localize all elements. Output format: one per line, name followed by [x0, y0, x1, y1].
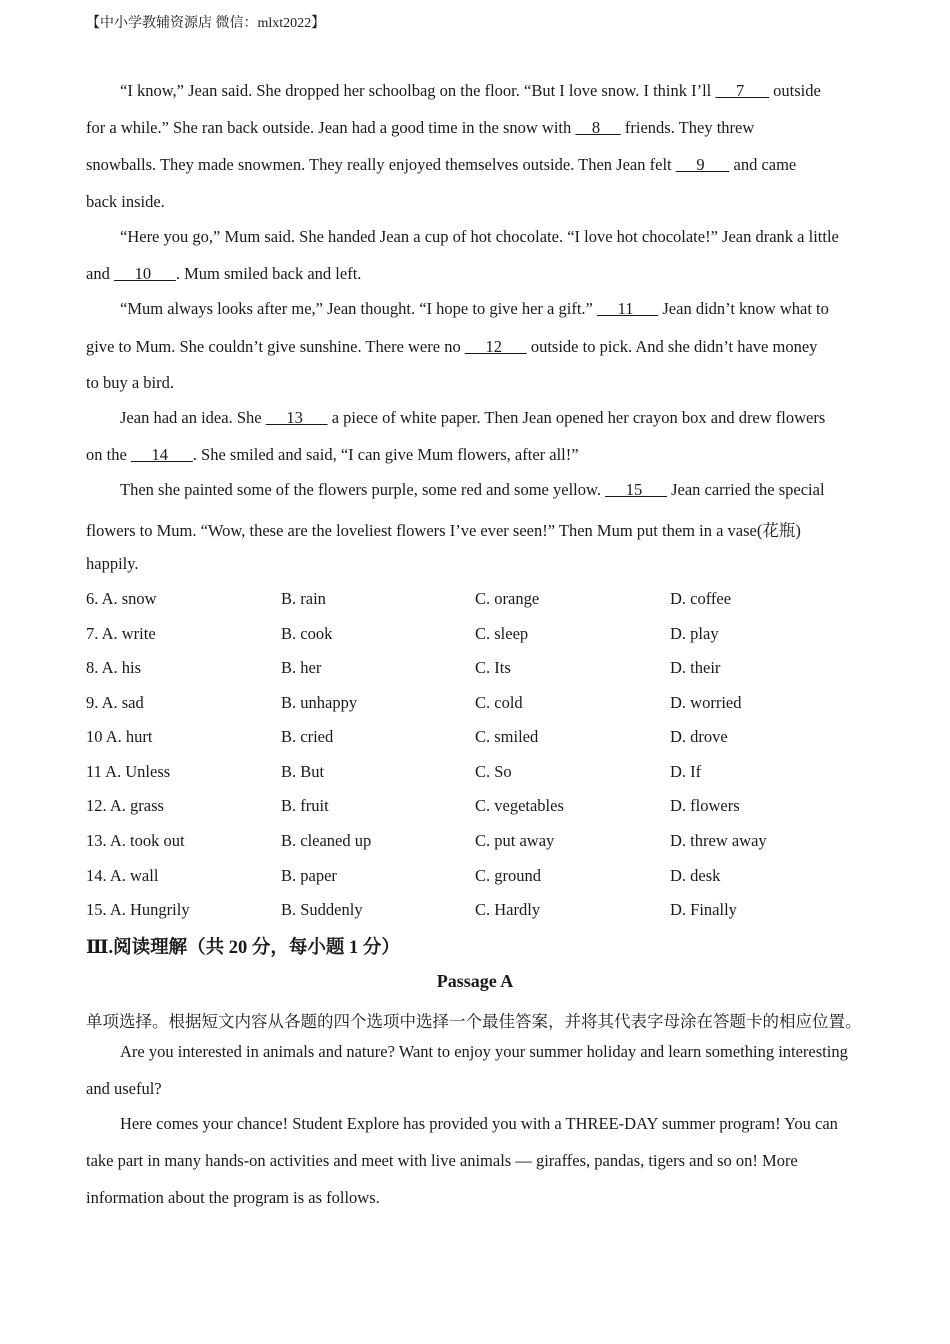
option-d: D. threw away [670, 831, 767, 850]
answer-blank: 11 [596, 299, 659, 318]
option-d: D. drove [670, 727, 728, 746]
passage-line: and 10 . Mum smiled back and left. [86, 264, 362, 283]
option-row [86, 624, 886, 646]
option-a: 6. A. snow [86, 589, 157, 608]
answer-blank: 12 [464, 337, 527, 356]
option-a: 12. A. grass [86, 796, 164, 815]
option-c: C. Hardly [475, 900, 541, 919]
option-a: 8. A. his [86, 658, 142, 677]
instruction-text: 单项选择。根据短文内容从各题的四个选项中选择一个最佳答案，并将其代表字母涂在答题卡的相应位置。 [86, 1012, 862, 1031]
passage-line: Then she painted some of the flowers purple, some red and some yellow. 15 Jean carried the special [120, 480, 825, 499]
option-row [86, 762, 886, 784]
option-d: D. their [670, 658, 721, 677]
passage-line: to buy a bird. [86, 373, 174, 392]
passage-a-line: Are you interested in animals and nature? Want to enjoy your summer holiday and learn something interesting [120, 1042, 848, 1061]
answer-blank: 10 [113, 264, 176, 283]
option-row [86, 693, 886, 715]
option-d: D. coffee [670, 589, 732, 608]
answer-blank: 14 [130, 445, 193, 464]
answer-blank: 7 [715, 81, 770, 100]
option-row [86, 796, 886, 818]
section-title: Ⅲ.阅读理解（共 20 分，每小题 1 分） [86, 938, 400, 958]
option-c: C. vegetables [475, 796, 564, 815]
option-row [86, 658, 886, 680]
passage-line: snowballs. They made snowmen. They really enjoyed themselves outside. Then Jean felt 9 and came [86, 155, 797, 174]
passage-title: Passage A [436, 971, 514, 991]
option-b: B. But [281, 762, 325, 781]
option-a: 11 A. Unless [86, 762, 171, 781]
passage-line: “I know,” Jean said. She dropped her schoolbag on the floor. “But I love snow. I think I’ll 7 outside [120, 81, 821, 100]
option-b: B. paper [281, 866, 337, 885]
option-c: C. So [475, 762, 512, 781]
source-header: 【中小学教辅资源店 微信：mlxt2022】 [86, 16, 326, 31]
option-b: B. Suddenly [281, 900, 363, 919]
passage-line: for a while.” She ran back outside. Jean had a good time in the snow with 8 friends. They threw [86, 118, 755, 137]
option-a: 14. A. wall [86, 866, 159, 885]
answer-blank: 13 [265, 408, 328, 427]
option-b: B. unhappy [281, 693, 358, 712]
answer-blank: 9 [675, 155, 730, 174]
passage-line: happily. [86, 554, 139, 573]
passage-line: flowers to Mum. “Wow, these are the loveliest flowers I’ve ever seen!” Then Mum put them in a vase(花瓶) [86, 521, 801, 540]
passage-a-line: information about the program is as follows. [86, 1188, 380, 1207]
option-d: D. desk [670, 866, 721, 885]
passage-a-line: and useful? [86, 1079, 162, 1098]
passage-a-line: Here comes your chance! Student Explore has provided you with a THREE-DAY summer program! You can [120, 1114, 838, 1133]
option-c: C. put away [475, 831, 555, 850]
option-d: D. play [670, 624, 719, 643]
option-c: C. Its [475, 658, 511, 677]
option-b: B. cleaned up [281, 831, 372, 850]
option-b: B. cook [281, 624, 333, 643]
passage-line: “Mum always looks after me,” Jean thought. “I hope to give her a gift.” 11 Jean didn’t know what to [120, 299, 829, 318]
passage-line: Jean had an idea. She 13 a piece of white paper. Then Jean opened her crayon box and drew flowers [120, 408, 826, 427]
option-b: B. her [281, 658, 322, 677]
option-row [86, 589, 886, 611]
option-c: C. smiled [475, 727, 539, 746]
option-row [86, 900, 886, 922]
passage-line: on the 14 . She smiled and said, “I can give Mum flowers, after all!” [86, 445, 579, 464]
option-c: C. orange [475, 589, 540, 608]
passage-a-line: take part in many hands-on activities and meet with live animals — giraffes, pandas, tigers and so on! More [86, 1151, 798, 1170]
option-a: 10 A. hurt [86, 727, 153, 746]
option-c: C. sleep [475, 624, 529, 643]
option-a: 7. A. write [86, 624, 156, 643]
passage-line: “Here you go,” Mum said. She handed Jean a cup of hot chocolate. “I love hot chocolate!” Jean drank a little [120, 227, 839, 246]
option-d: D. Finally [670, 900, 737, 919]
option-row [86, 727, 886, 749]
option-b: B. cried [281, 727, 334, 746]
option-d: D. flowers [670, 796, 740, 815]
option-c: C. cold [475, 693, 523, 712]
answer-blank: 8 [575, 118, 621, 137]
option-c: C. ground [475, 866, 541, 885]
option-a: 9. A. sad [86, 693, 144, 712]
option-b: B. fruit [281, 796, 329, 815]
option-d: D. If [670, 762, 702, 781]
option-a: 15. A. Hungrily [86, 900, 190, 919]
option-row [86, 831, 886, 853]
answer-blank: 15 [605, 480, 667, 499]
option-b: B. rain [281, 589, 326, 608]
option-row [86, 866, 886, 888]
option-a: 13. A. took out [86, 831, 185, 850]
option-d: D. worried [670, 693, 742, 712]
passage-line: back inside. [86, 192, 165, 211]
passage-line: give to Mum. She couldn’t give sunshine. There were no 12 outside to pick. And she didn’t have money [86, 337, 818, 356]
